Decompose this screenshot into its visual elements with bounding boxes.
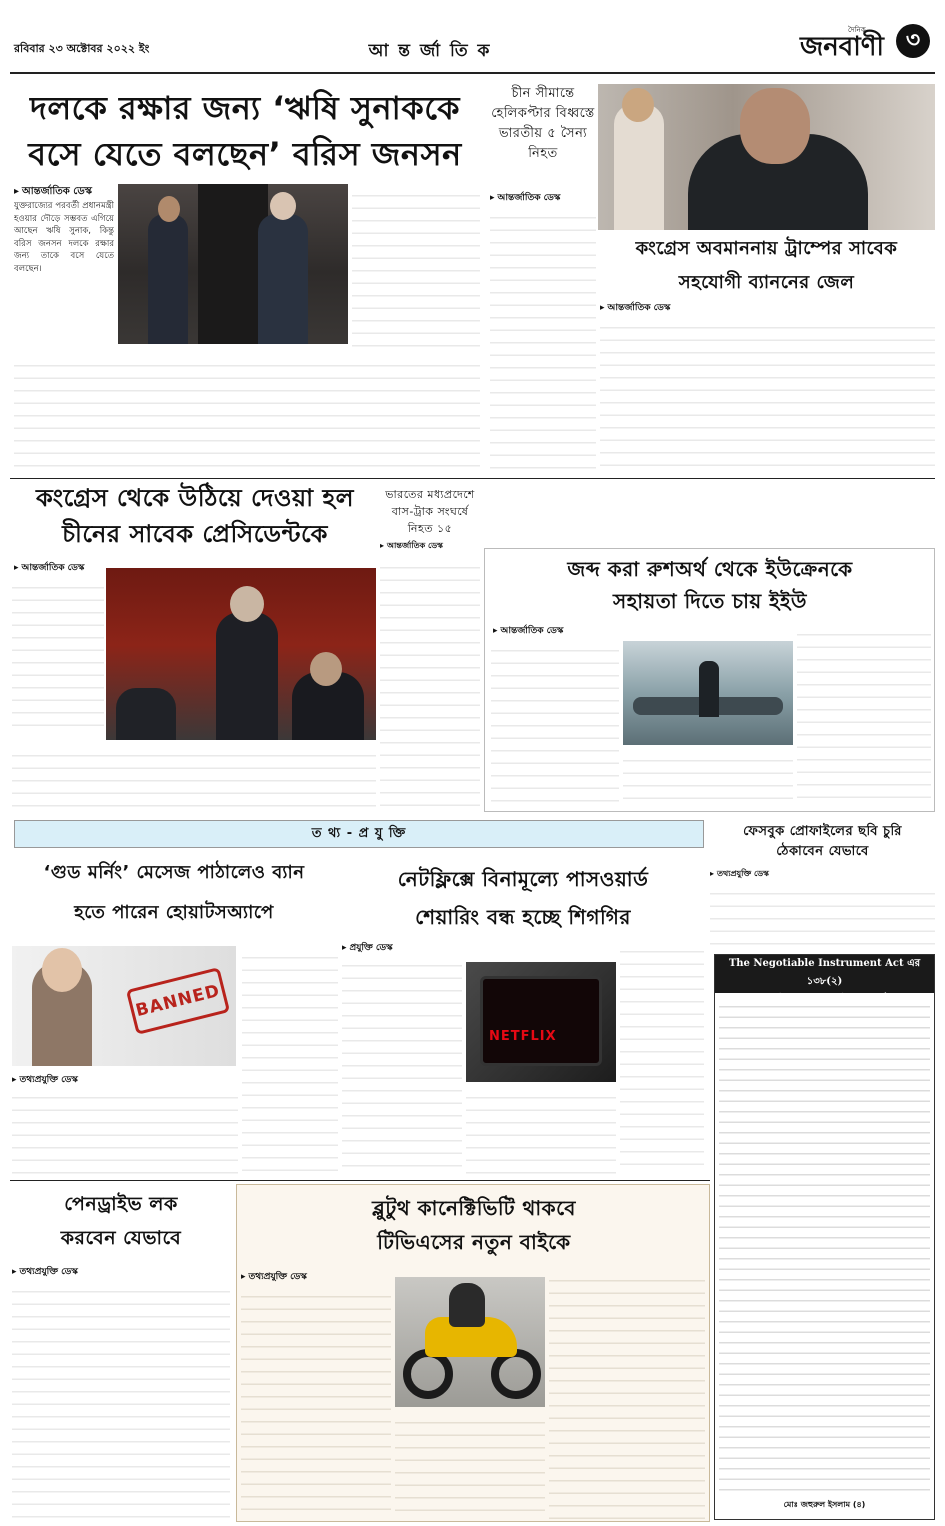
arrow-icon: ▸ [14, 563, 19, 573]
banned-stamp-text: BANNED [133, 980, 223, 1022]
banned-stamp [126, 967, 230, 1035]
story-china-heli [490, 84, 596, 476]
arrow-icon: ▸ [12, 1075, 17, 1085]
body-text-placeholder [600, 316, 935, 474]
eu-mid-body [623, 749, 793, 809]
netflix-mid-body [466, 1086, 616, 1174]
headline-eu-line1: জব্দ করা রুশঅর্থ থেকে ইউক্রেনকে [567, 557, 853, 581]
story-pendrive [10, 1184, 232, 1522]
body-text-placeholder [395, 1411, 545, 1519]
rishi-lead: যুক্তরাজ্যের পরবর্তী প্রধানমন্ত্রী হওয়ার দৌড়ে সম্ভবত এগিয়ে আছেন ঋষি সুনাক, কিন্তু বরিস জনসন দলকে রক্ষার জন্য তাকে বসে যেতে বলছেন। [14, 201, 114, 274]
body-text-placeholder [12, 1280, 230, 1520]
paper-logo [800, 22, 930, 70]
body-text-placeholder [710, 882, 935, 948]
figure-center [216, 612, 278, 740]
facebook-body [710, 882, 935, 948]
photo-bannon [598, 84, 935, 230]
whatsapp-right-body [242, 946, 338, 1174]
byline-rishi [14, 184, 92, 201]
figure-woman [614, 104, 664, 230]
byline-china-heli [490, 190, 560, 205]
body-text-placeholder [12, 744, 376, 810]
story-eu [484, 548, 935, 812]
body-text-placeholder [797, 623, 931, 809]
legal-notice-header [715, 955, 934, 993]
byline-text: প্রযুক্তি ডেস্ক [349, 943, 393, 953]
body-text-placeholder [490, 206, 596, 474]
photo-sunak-johnson [118, 184, 348, 344]
story-bus [380, 486, 480, 812]
headline-netflix-line2: শেয়ারিং বন্ধ হচ্ছে শিগগির [415, 905, 631, 929]
china-heli-body [490, 206, 596, 474]
byline-text: আন্তর্জাতিক ডেস্ক [497, 193, 561, 203]
eu-left-body [491, 639, 619, 809]
photo-netflix-tablet [466, 962, 616, 1082]
divider [10, 478, 935, 479]
story-facebook [710, 820, 935, 950]
bus-body [380, 556, 480, 810]
masthead [0, 0, 945, 80]
whatsapp-left-body [12, 1086, 238, 1174]
body-text-placeholder [466, 1086, 616, 1174]
netflix-logo: NETFLIX [489, 1029, 557, 1044]
figure-woman-head [42, 948, 82, 992]
tablet-screen [480, 976, 602, 1066]
page-number-badge [896, 24, 930, 58]
headline-pendrive-line2: করবেন যেভাবে [60, 1227, 182, 1249]
body-text-placeholder [491, 639, 619, 809]
section-label: আ ন্ত র্জা তি ক [368, 41, 492, 61]
body-text-placeholder [14, 354, 480, 472]
story-netflix [342, 854, 704, 1176]
byline-trump [600, 300, 670, 315]
headline-bus: ভারতের মধ্যপ্রদেশে বাস-ট্রাক সংঘর্ষে নিহত ১৫ [385, 488, 475, 535]
body-text-placeholder [620, 940, 704, 1174]
arrow-icon: ▸ [600, 303, 605, 313]
byline-text: আন্তর্জাতিক ডেস্ক [500, 626, 564, 636]
headline-facebook-line1: ফেসবুক প্রোফাইলের ছবি চুরি [743, 824, 902, 839]
byline-text: আন্তর্জাতিক ডেস্ক [387, 541, 443, 550]
headline-hu-line1: কংগ্রেস থেকে উঠিয়ে দেওয়া হল [35, 484, 354, 512]
bike-right-body [549, 1269, 705, 1519]
rishi-columns [14, 354, 480, 472]
byline-pendrive [12, 1264, 78, 1279]
eu-right-body [797, 623, 931, 809]
headline-trump-line1: কংগ্রেস অবমাননায় ট্রাম্পের সাবেক [635, 238, 898, 259]
headline-trump-line2: সহযোগী ব্যাননের জেল [678, 272, 855, 293]
figure-left [148, 214, 188, 344]
rishi-right-column [352, 184, 480, 350]
netflix-left-body [342, 954, 462, 1174]
headline-china-heli: চীন সীমান্তে হেলিকপ্টার বিধ্বস্তে ভারতীয় ৫ সৈন্য নিহত [491, 86, 595, 161]
story-rishi [10, 84, 480, 476]
arrow-icon: ▸ [342, 943, 347, 953]
headline-pendrive-line1: পেনড্রাইভ লক [64, 1193, 178, 1215]
figure-seated-head [310, 652, 342, 686]
legal-notice [714, 954, 935, 1520]
headline-hu-line2: চীনের সাবেক প্রেসিডেন্টকে [62, 520, 328, 548]
byline-bus [380, 540, 443, 553]
byline-eu [493, 623, 563, 638]
byline-text: তথ্যপ্রযুক্তি ডেস্ক [248, 1272, 307, 1282]
tech-banner [14, 820, 704, 848]
arrow-icon: ▸ [12, 1267, 17, 1277]
byline-text: তথ্যপ্রযুক্তি ডেস্ক [717, 869, 769, 878]
tech-banner-label: ত থ্য - প্র যু ক্তি [311, 826, 407, 841]
legal-notice-signature: মোঃ জহুরুল ইসলাম (৪) [783, 1500, 866, 1509]
body-text-placeholder [342, 954, 462, 1174]
body-text-placeholder [242, 946, 338, 1174]
arrow-icon: ▸ [241, 1272, 246, 1282]
headline-rishi-line2: বসে যেতে বলছেন’ বরিস জনসন [28, 135, 462, 173]
bike-mid-body [395, 1411, 545, 1519]
legal-notice-body [719, 997, 930, 1495]
arrow-icon: ▸ [490, 193, 495, 203]
byline-text: আন্তর্জাতিক ডেস্ক [22, 186, 92, 197]
photo-hu-jintao [106, 568, 376, 740]
masthead-rule [10, 72, 935, 74]
figure-woman-head [622, 88, 654, 122]
byline-hu [14, 560, 84, 575]
arrow-icon: ▸ [380, 541, 385, 550]
byline-text: তথ্যপ্রযুক্তি ডেস্ক [19, 1075, 78, 1085]
headline-whatsapp-line1: ‘গুড মর্নিং’ মেসেজ পাঠালেও ব্যান [43, 862, 305, 883]
pendrive-body [12, 1280, 230, 1520]
trump-body [600, 316, 935, 474]
body-text-placeholder [241, 1285, 391, 1519]
issue-date: রবিবার ২৩ অক্টোবর ২০২২ ইং [14, 42, 150, 55]
arrow-icon: ▸ [493, 626, 498, 636]
bike-rider [449, 1283, 485, 1327]
headline-facebook-line2: ঠেকাবেন যেভাবে [776, 844, 869, 859]
story-bike [236, 1184, 710, 1522]
body-text-placeholder [549, 1269, 705, 1519]
photo-banned-phone [12, 946, 236, 1066]
body-text-placeholder [352, 184, 480, 350]
body-text-placeholder [380, 556, 480, 810]
story-whatsapp [10, 854, 338, 1176]
hu-bottom-body [12, 744, 376, 810]
byline-whatsapp [12, 1072, 78, 1087]
figure-left [116, 688, 176, 740]
headline-eu-line2: সহায়তা দিতে চায় ইইউ [612, 589, 808, 613]
divider [10, 1180, 710, 1181]
photo-eu-meeting [623, 641, 793, 745]
figure-center-head [230, 586, 264, 622]
figure-right [258, 214, 308, 344]
netflix-right-body [620, 940, 704, 1174]
figure-standing [699, 661, 719, 717]
page-number: ৩ [905, 28, 921, 53]
headline-bike-line1: ব্লুটুথ কানেক্টিভিটি থাকবে [372, 1196, 576, 1220]
paper-small-label: দৈনিক [848, 26, 866, 34]
figure-left-head [158, 196, 180, 222]
photo-tvs-bike [395, 1277, 545, 1407]
byline-facebook [710, 868, 769, 881]
byline-bike [241, 1269, 307, 1284]
body-text-placeholder [719, 997, 930, 1495]
byline-text: তথ্যপ্রযুক্তি ডেস্ক [19, 1267, 78, 1277]
figure-right-head [270, 192, 296, 220]
body-text-placeholder [623, 749, 793, 809]
body-text-placeholder [12, 576, 104, 736]
headline-netflix-line1: নেটফ্লিক্সে বিনামূল্যে পাসওয়ার্ড [397, 867, 649, 891]
byline-text: আন্তর্জাতিক ডেস্ক [607, 303, 671, 313]
legal-notice-title: The Negotiable Instrument Act এর ১৩৮(২) [728, 958, 921, 987]
body-text-placeholder [12, 1086, 238, 1174]
headline-rishi-line1: দলকে রক্ষার জন্য ‘ঋষি সুনাককে [30, 89, 460, 127]
arrow-icon: ▸ [14, 186, 20, 197]
paper-name: জনবাণী [800, 32, 884, 62]
arrow-icon: ▸ [710, 869, 715, 878]
hu-left-body [12, 576, 104, 736]
headline-whatsapp-line2: হতে পারেন হোয়াটসঅ্যাপে [74, 902, 274, 923]
byline-netflix [342, 940, 393, 955]
figure-man-head [740, 88, 810, 164]
byline-text: আন্তর্জাতিক ডেস্ক [21, 563, 85, 573]
bike-left-body [241, 1285, 391, 1519]
headline-bike-line2: টিভিএসের নতুন বাইকে [377, 1230, 571, 1254]
